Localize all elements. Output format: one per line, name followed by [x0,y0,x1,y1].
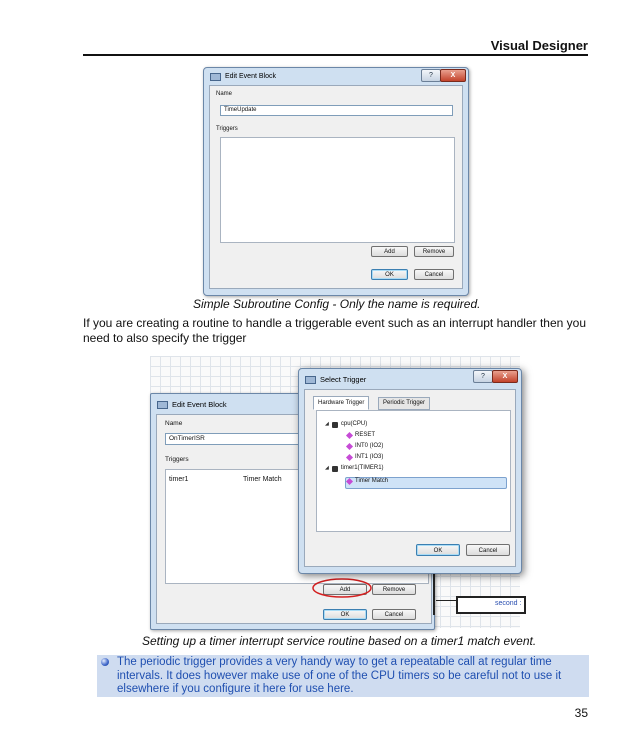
tree-item-int0[interactable] [347,442,383,451]
tree-item-label: Timer Match [355,478,389,484]
event-icon [346,432,353,439]
event-icon [346,478,353,485]
info-note-text: The periodic trigger provides a very handy way to get a repeatable call at regular time intervals. It does however make use of one of the CPU timers so be careful not to use it elsewhere if you configure it here for use here. [117,656,562,695]
tree-node-cpu[interactable] [325,420,367,429]
canvas-connector [433,570,435,615]
select-title-bar [305,373,366,387]
ok-button[interactable]: OK [371,269,408,280]
triggers-label: Triggers [216,126,238,132]
triggers-list[interactable] [220,137,455,243]
trigger-event-cell: Timer Match [243,476,282,483]
window-icon [157,401,168,409]
trigger-tree[interactable] [316,410,511,532]
tree-item-label: RESET [355,432,376,438]
tree-item-timer-match[interactable] [347,477,388,486]
triggers-label-2: Triggers [165,456,189,463]
tree-item-label: INT0 (IO2) [355,443,384,449]
help-button-2[interactable]: ? [473,370,493,383]
ok-button-2[interactable]: OK [323,609,367,620]
tree-node-label: cpu(CPU) [340,421,368,427]
canvas-arrow [436,600,456,601]
cancel-button[interactable]: Cancel [414,269,454,280]
tree-item-reset[interactable] [347,431,375,440]
add-button[interactable]: Add [371,246,408,257]
select-client-area [304,389,516,567]
info-note [97,655,589,697]
tree-item-int1[interactable] [347,453,383,462]
body-paragraph: If you are creating a routine to handle a triggerable event such as an interrupt handler then you need to also specify the trigger [83,316,586,345]
remove-button-2[interactable]: Remove [372,584,416,595]
name-label: Name [216,91,233,97]
edit-event-block-dialog [203,67,469,296]
dialog-client-area [209,85,463,289]
select-dialog-title: Select Trigger [320,375,367,384]
dialog-title: Edit Event Block [225,73,276,80]
dialog-title-bar [210,70,276,84]
trigger-source-cell: timer1 [169,476,189,483]
add-button-2[interactable]: Add [323,584,367,595]
header-rule [83,54,588,56]
chip-icon [332,422,338,428]
remove-button[interactable]: Remove [414,246,454,257]
event-icon [346,443,353,450]
figure2-caption: Setting up a timer interrupt service routine based on a timer1 match event. [142,634,537,648]
dialog-title-2: Edit Event Block [172,400,227,409]
close-button-2[interactable]: X [492,370,518,383]
chip-icon [332,466,338,472]
canvas-block[interactable] [456,596,526,614]
close-button[interactable]: X [440,69,466,82]
cancel-button-2[interactable]: Cancel [372,609,416,620]
event-icon [346,454,353,461]
page-number: 35 [574,706,588,720]
select-trigger-dialog [298,368,522,574]
figure1-caption: Simple Subroutine Config - Only the name is required. [193,297,481,311]
expand-triangle-icon[interactable]: ◢ [325,421,329,427]
name-input[interactable]: TimeUpdate [220,105,453,116]
dialog-title-bar-2 [157,398,227,412]
expand-triangle-icon[interactable]: ◢ [325,465,329,471]
window-icon [210,73,221,81]
select-cancel-button[interactable]: Cancel [466,544,510,556]
tab-hardware-trigger[interactable]: Hardware Trigger [313,396,369,410]
canvas-block-label: second : [495,600,522,607]
page-header-title: Visual Designer [490,38,588,53]
info-bullet-icon [101,658,109,666]
tree-item-label: INT1 (IO3) [355,454,384,460]
window-icon [305,376,316,384]
tab-periodic-trigger[interactable]: Periodic Trigger [378,397,430,410]
help-button[interactable]: ? [421,69,441,82]
name-input-2[interactable]: OnTimerISR [165,433,315,445]
name-label-2: Name [165,420,183,427]
tree-node-label: timer1(TIMER1) [340,465,384,471]
tree-node-timer1[interactable] [325,464,384,473]
select-ok-button[interactable]: OK [416,544,460,556]
